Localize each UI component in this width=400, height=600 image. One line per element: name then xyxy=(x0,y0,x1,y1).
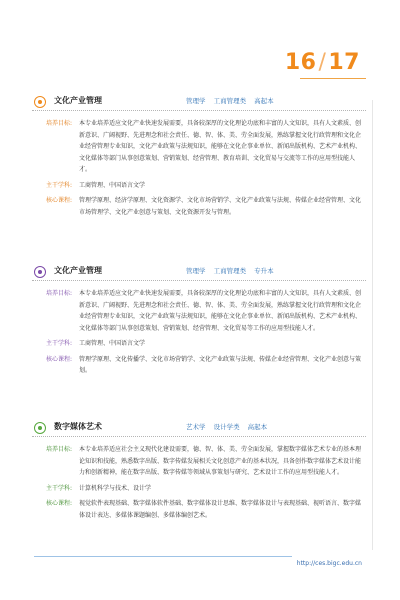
level: 高起本 xyxy=(254,97,274,105)
program-title: 文化产业管理 xyxy=(54,96,102,105)
core-courses-label: 核心课程: xyxy=(46,197,73,204)
training-goal-row xyxy=(46,288,366,334)
section-divider xyxy=(32,110,366,111)
main-subjects-row xyxy=(46,180,366,192)
program-title: 数字媒体艺术 xyxy=(54,422,102,431)
program-meta xyxy=(186,422,273,431)
program-section-3 xyxy=(46,422,366,521)
training-goal-text: 本专业培养适应文化产业快速发展需要，具备较深厚的文化理论功底和丰富的人文知识，具有人文素质、创新意识、广阔视野、先进理念和社会责任、德、智、体、美、劳全面发展，熟练掌握文化行政管理和文化企业经营管理专业知识，文化产业政策与法规知识，能够在文化企事业单位、新闻出版机构、艺术产业机构、文化媒体等部门从事创意策划、营销策划、经营管理、教育培训、文化贸易与交流等工作的应用型技能人才。 xyxy=(79,120,362,173)
core-courses-row xyxy=(46,354,366,377)
bullet-circle-icon xyxy=(34,96,46,108)
training-goal-row xyxy=(46,118,366,176)
bullet-circle-icon xyxy=(34,422,46,434)
page-total: 17 xyxy=(328,50,360,75)
section-header xyxy=(46,422,366,438)
section-divider xyxy=(32,280,366,281)
training-goal-text: 本专业培养适应文化产业快速发展需要，具备较深厚的文化理论功底和丰富的人文知识，具有人文素质、创新意识、广阔视野、先进理念和社会责任、德、智、体、美、劳全面发展，熟练掌握文化行政管理和文化企业经营管理专业知识，文化产业政策与法规知识，能够在文化企事业单位、新闻出版机构、艺术产业机构、文化媒体等部门从事创意策划、营销策划、经营管理、文化贸易等工作的应用型技能人才。 xyxy=(79,290,362,332)
discipline: 艺术学 xyxy=(186,423,206,431)
main-subjects-text: 计算机科学与技术、设计学 xyxy=(79,484,152,492)
main-subjects-text: 工商管理、中国语言文学 xyxy=(79,340,146,347)
main-subjects-row xyxy=(46,483,366,495)
discipline: 管理学 xyxy=(186,267,206,275)
page-current: 16 xyxy=(284,50,317,75)
main-subjects-label: 主干学科: xyxy=(46,181,73,189)
category: 工商管理类 xyxy=(213,97,247,105)
core-courses-text: 管理学原理、文化传播学、文化市场营销学、文化产业政策与法规、传媒企业经营管理、文化产业创意与策划。 xyxy=(79,355,362,374)
footer-url-link[interactable]: http://ces.bigc.edu.cn xyxy=(296,560,362,567)
program-section-1 xyxy=(46,96,366,218)
level: 专升本 xyxy=(254,267,274,275)
core-courses-text: 管理学原理、经济学原理、文化资源学、文化市场营销学、文化产业政策与法规、传媒企业经营管理、文化市场管理学、文化产业创意与策划、文化资源开发与管理。 xyxy=(79,197,362,216)
section-header xyxy=(46,266,366,282)
program-meta xyxy=(186,266,280,275)
right-margin-rule xyxy=(372,100,373,550)
main-subjects-row xyxy=(46,338,366,350)
discipline: 管理学 xyxy=(186,97,206,105)
program-meta xyxy=(186,96,280,105)
training-goal-text: 本专业培养适应社会主义现代化建设需要，德、智、体、美、劳全面发展，掌握数字媒体艺术专业的基本理论知识和技能，熟悉数字出版、数字传媒发展相关文化创意产业的基本状况，具备创作数字媒体艺术设计能力和创新精神，能在数字出版、数字传媒等领域从事策划与研究、艺术设计工作的应用型技能人才。 xyxy=(79,446,362,476)
core-courses-row xyxy=(46,498,366,521)
core-courses-row xyxy=(46,195,366,218)
footer-rule xyxy=(34,556,292,557)
main-subjects-label: 主干学科: xyxy=(46,484,73,492)
page-separator: / xyxy=(318,50,327,75)
training-goal-label: 培养目标: xyxy=(46,120,73,127)
category: 设计学类 xyxy=(213,423,240,431)
training-goal-label: 培养目标: xyxy=(46,446,73,453)
category: 工商管理类 xyxy=(213,267,247,275)
training-goal-label: 培养目标: xyxy=(46,290,73,297)
page-number-underline xyxy=(300,78,366,79)
page-number xyxy=(285,50,360,75)
training-goal-row xyxy=(46,444,366,479)
core-courses-label: 核心课程: xyxy=(46,355,73,363)
program-section-2 xyxy=(46,266,366,377)
bullet-circle-icon xyxy=(34,266,46,278)
main-subjects-text: 工商管理、中国语言文学 xyxy=(79,181,146,189)
main-subjects-label: 主干学科: xyxy=(46,340,73,347)
core-courses-text: 视觉软件表现基础、数字媒体软件基础、数字媒体设计思维、数字媒体设计与表现基础、视听语言、数字媒体设计表达、多媒体课题编创、多媒体编创艺术。 xyxy=(79,500,362,519)
section-divider xyxy=(32,436,366,437)
level: 高起本 xyxy=(247,423,268,431)
program-title: 文化产业管理 xyxy=(54,266,102,275)
section-header xyxy=(46,96,366,112)
core-courses-label: 核心课程: xyxy=(46,500,73,507)
